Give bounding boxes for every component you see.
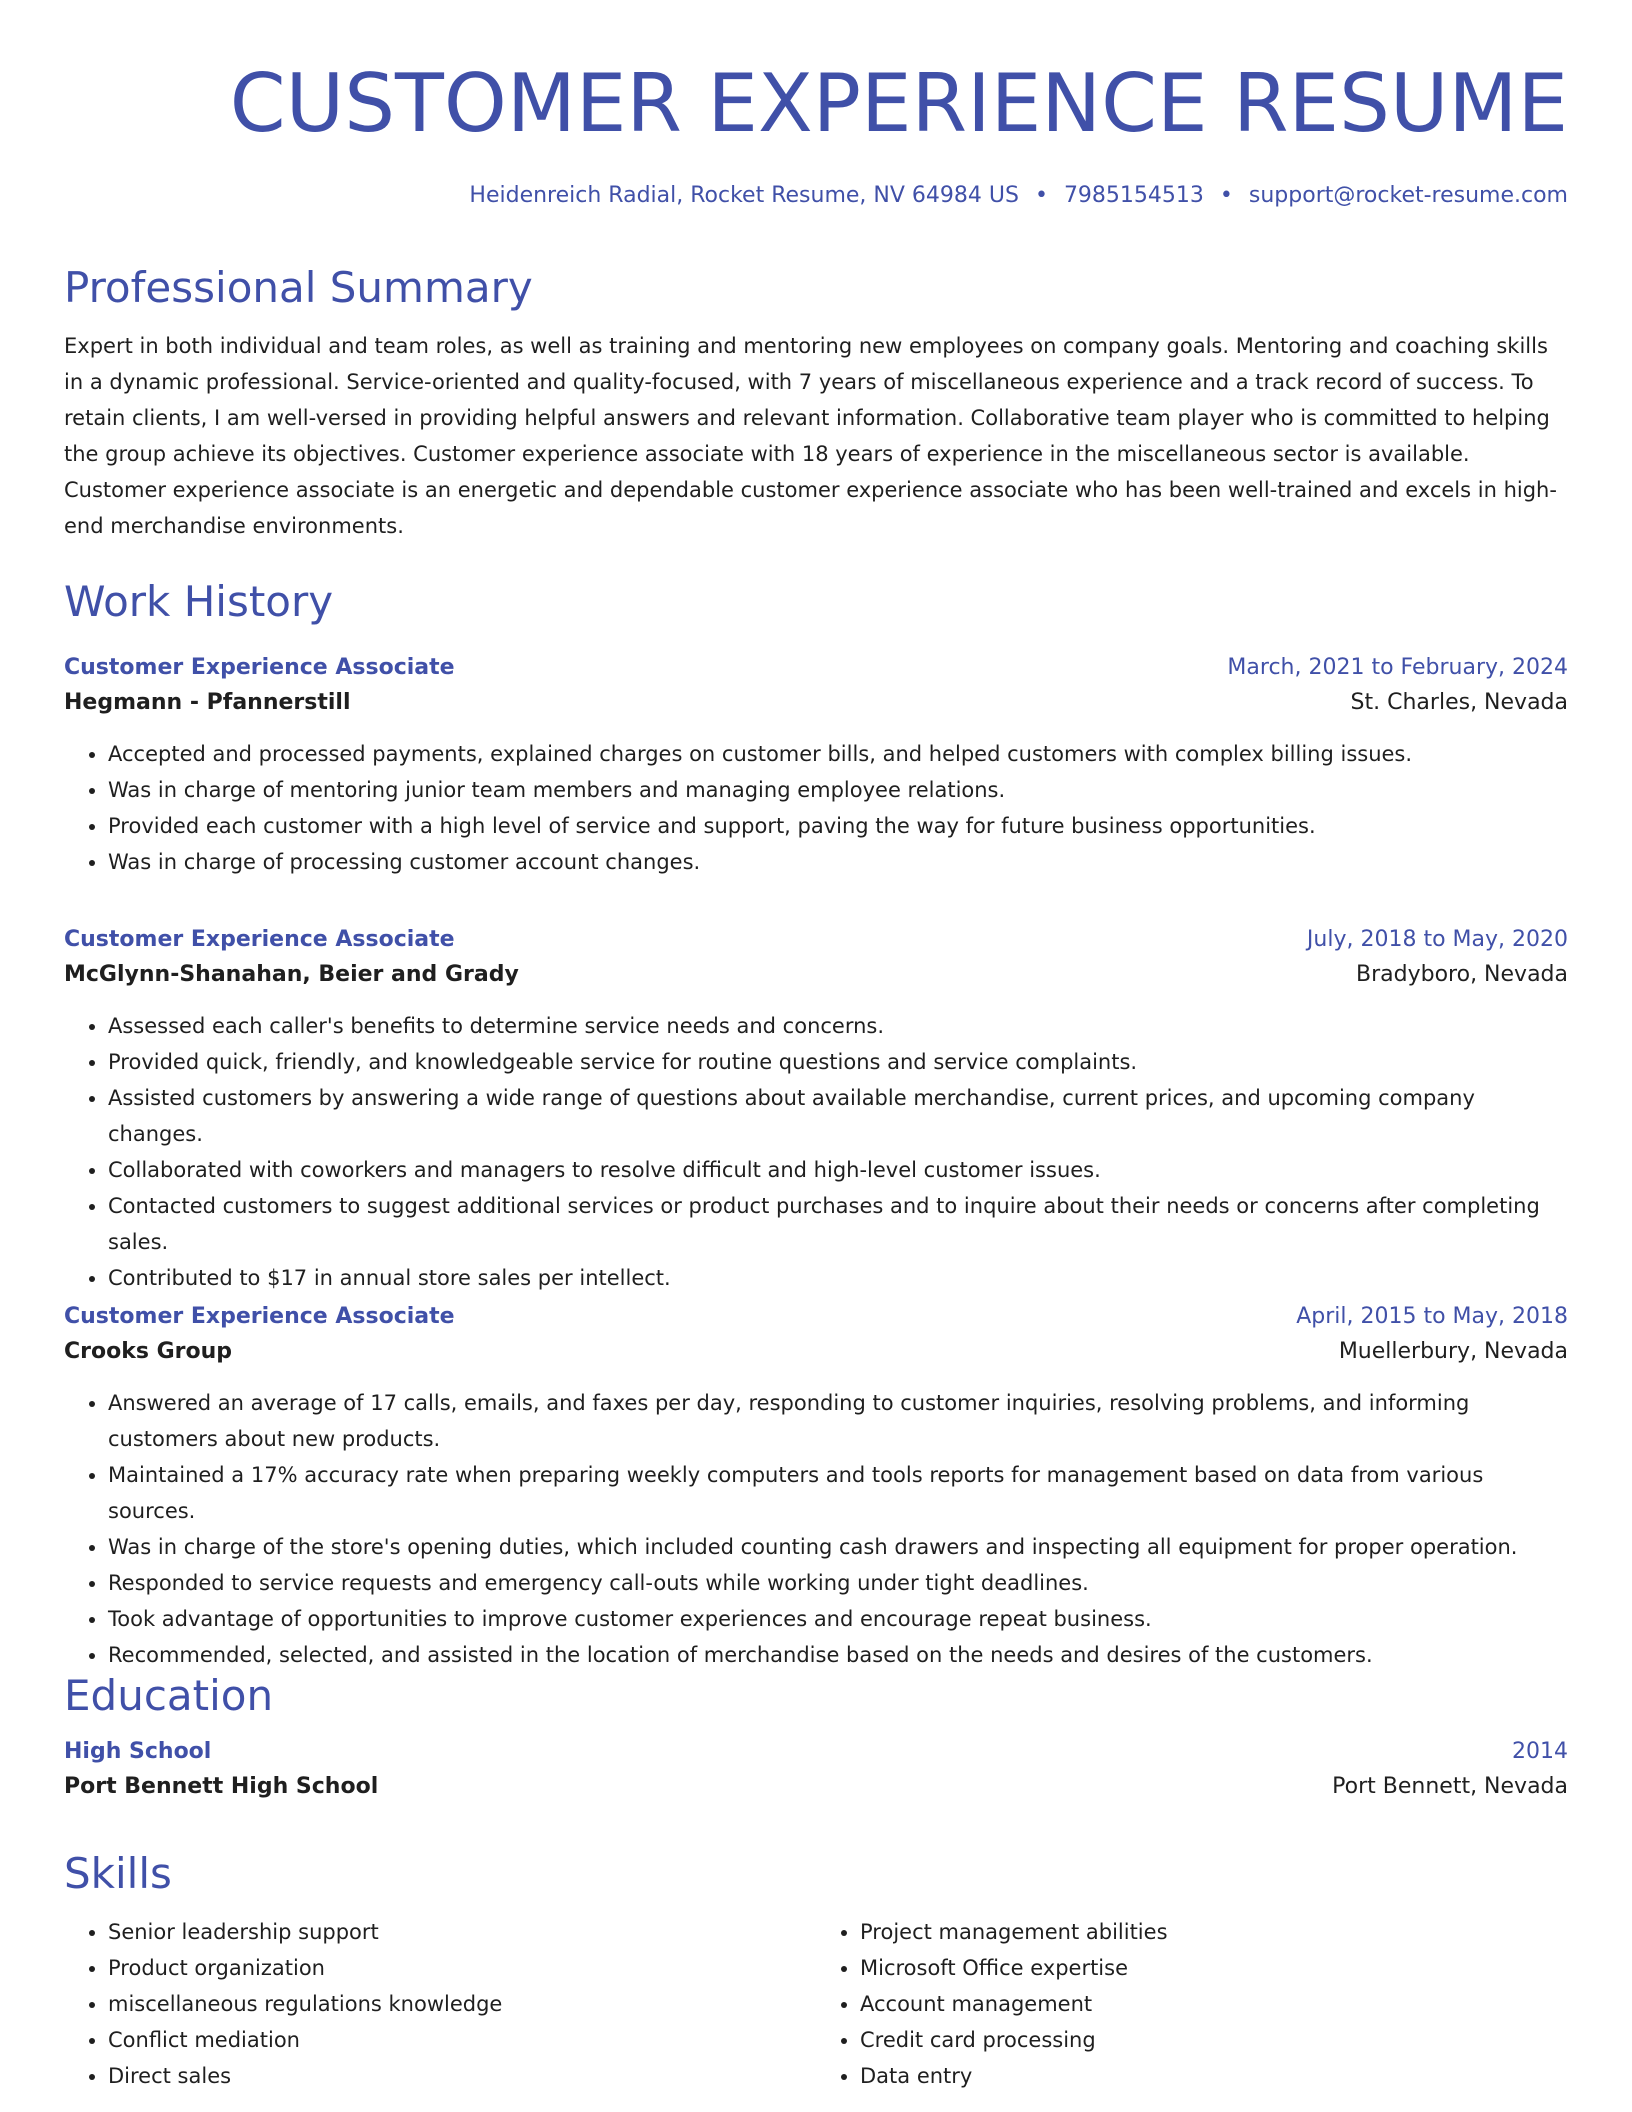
work-history-section [64, 576, 1568, 628]
graduation-year: 2014 [1512, 1739, 1568, 1764]
list-item: • Provided quick, friendly, and knowledgeable service for routine questions and service complaints. [108, 1044, 1568, 1080]
phone: 7985154513 [1063, 183, 1204, 208]
list-item: • Contacted customers to suggest additional services or product purchases and to inquire about their needs or concerns after completing sales. [108, 1188, 1568, 1260]
school-location: Port Bennett, Nevada [1332, 1774, 1568, 1799]
separator-2: • [1219, 183, 1233, 208]
job-title: Customer Experience Associate [64, 927, 455, 952]
list-item: • Project management abilities [860, 1914, 1568, 1950]
list-item: • Collaborated with coworkers and managers to resolve difficult and high-level customer issues. [108, 1152, 1568, 1188]
list-item: • miscellaneous regulations knowledge [108, 1986, 816, 2022]
list-item: • Provided each customer with a high level of service and support, paving the way for future business opportunities. [108, 808, 1568, 844]
job-header [64, 652, 1568, 684]
list-item: • Contributed to $17 in annual store sales per intellect. [108, 1260, 1568, 1296]
job-duties [64, 1385, 1568, 1673]
summary-heading: Professional Summary [64, 263, 533, 312]
job-entry [64, 924, 1568, 1296]
job-entry [64, 652, 1568, 880]
company-name: Crooks Group [64, 1339, 233, 1364]
list-item: • Microsoft Office expertise [860, 1950, 1568, 1986]
list-item: • Was in charge of the store's opening duties, which included counting cash drawers and inspecting all equipment for proper operation. [108, 1529, 1568, 1565]
email: support@rocket-resume.com [1248, 183, 1568, 208]
job-location: Bradyboro, Nevada [1356, 962, 1568, 987]
education-subheader [64, 1768, 1568, 1806]
list-item: • Responded to service requests and emergency call-outs while working under tight deadlines. [108, 1565, 1568, 1601]
job-subheader [64, 956, 1568, 994]
list-item: • Senior leadership support [108, 1914, 816, 1950]
address: Heidenreich Radial, Rocket Resume, NV 64984 US [469, 183, 1019, 208]
school-name: Port Bennett High School [64, 1774, 379, 1799]
skills-list-left [64, 1914, 816, 2094]
job-location: St. Charles, Nevada [1350, 690, 1568, 715]
list-item: • Assessed each caller's benefits to determine service needs and concerns. [108, 1008, 1568, 1044]
separator-1: • [1034, 183, 1048, 208]
job-subheader [64, 684, 1568, 722]
list-item: • Account management [860, 1986, 1568, 2022]
job-subheader [64, 1333, 1568, 1371]
list-item: • Assisted customers by answering a wide range of questions about available merchandise, current prices, and upcoming company changes. [108, 1080, 1568, 1152]
degree: High School [64, 1739, 212, 1764]
resume-title: CUSTOMER EXPERIENCE RESUME [229, 57, 1568, 150]
list-item: • Was in charge of mentoring junior team members and managing employee relations. [108, 772, 1568, 808]
education-heading: Education [64, 1671, 274, 1720]
job-dates: March, 2021 to February, 2024 [1227, 655, 1568, 680]
list-item: • Maintained a 17% accuracy rate when preparing weekly computers and tools reports for management based on data from various sources. [108, 1457, 1568, 1529]
list-item: • Answered an average of 17 calls, emails, and faxes per day, responding to customer inquiries, resolving problems, and informing customers about new products. [108, 1385, 1568, 1457]
education-section [64, 1670, 1568, 1806]
company-name: Hegmann - Pfannerstill [64, 690, 351, 715]
list-item: • Was in charge of processing customer account changes. [108, 844, 1568, 880]
list-item: • Conflict mediation [108, 2022, 816, 2058]
education-header [64, 1736, 1568, 1768]
list-item: • Accepted and processed payments, explained charges on customer bills, and helped customers with complex billing issues. [108, 736, 1568, 772]
list-item: • Recommended, selected, and assisted in the location of merchandise based on the needs and desires of the customers. [108, 1637, 1568, 1673]
job-entry [64, 1301, 1568, 1673]
list-item: • Product organization [108, 1950, 816, 1986]
company-name: McGlynn-Shanahan, Beier and Grady [64, 962, 519, 987]
job-dates: April, 2015 to May, 2018 [1296, 1304, 1568, 1329]
job-header [64, 1301, 1568, 1333]
job-duties [64, 1008, 1568, 1296]
job-duties [64, 736, 1568, 880]
summary-text: Expert in both individual and team roles, as well as training and mentoring new employees on company goals. Mentoring and coaching skills in a dynamic professional. Service-oriented and quality-focused, with 7 years of miscellaneous experience and a track record of success. To retain clients, I am well-versed in providing helpful answers and relevant information. Collaborative team player who is committed to helping the group achieve its objectives. Customer experience associate with 18 years of experience in the miscellaneous sector is available. Customer experience associate is an energetic and dependable customer experience associate who has been well-trained and excels in high-end merchandise environments. [64, 334, 1557, 538]
job-dates: July, 2018 to May, 2020 [1306, 927, 1568, 952]
skills-section [64, 1848, 1568, 2094]
work-history-heading: Work History [64, 577, 334, 626]
contact-line [469, 181, 1568, 211]
list-item: • Data entry [860, 2058, 1568, 2094]
list-item: • Took advantage of opportunities to improve customer experiences and encourage repeat business. [108, 1601, 1568, 1637]
skills-heading: Skills [64, 1849, 172, 1898]
list-item: • Direct sales [108, 2058, 816, 2094]
job-title: Customer Experience Associate [64, 1304, 455, 1329]
job-location: Muellerbury, Nevada [1338, 1339, 1568, 1364]
job-title: Customer Experience Associate [64, 655, 455, 680]
skills-columns [64, 1914, 1568, 2094]
job-header [64, 924, 1568, 956]
skills-list-right [816, 1914, 1568, 2094]
list-item: • Credit card processing [860, 2022, 1568, 2058]
summary-section [64, 262, 1568, 544]
